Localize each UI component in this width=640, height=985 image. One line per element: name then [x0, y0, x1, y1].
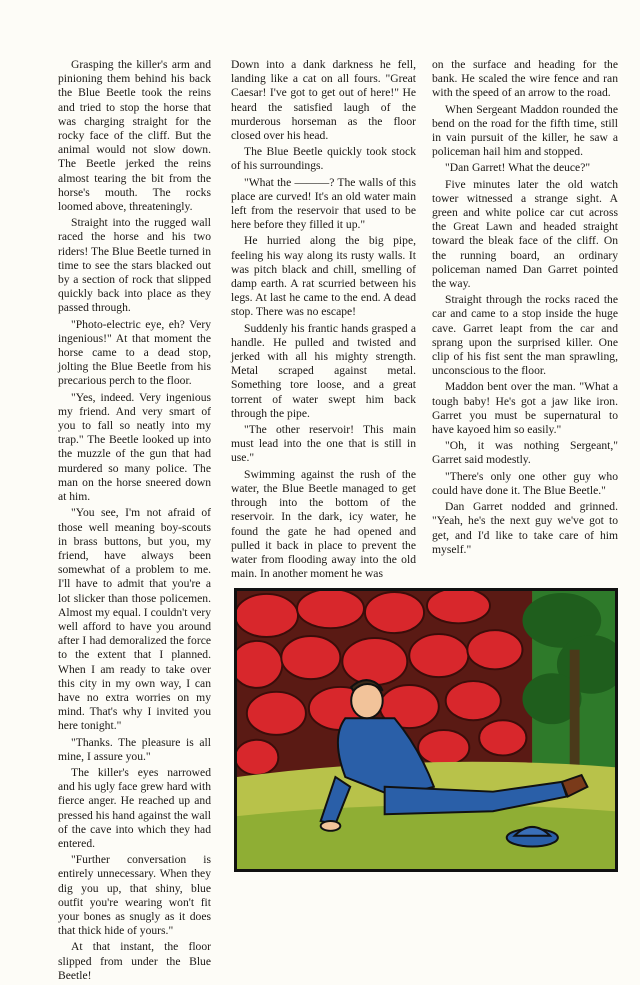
paragraph: Grasping the killer's arm and pinioning them behind his back the Blue Beetle took the reins and tried to stop the horse that was charging straight for the rocky face of the cliff. But the animal would not slow down. The Beetle jerked the reins almost tearing the bit from the horse's mouth. The rocks loomed above, threateningly.: [58, 58, 211, 214]
paragraph: on the surface and heading for the bank. He scaled the wire fence and ran with the speed of an arrow to the road.: [432, 58, 618, 100]
paragraph: "There's only one other guy who could have done it. The Blue Beetle.": [432, 469, 618, 497]
paragraph: "The other reservoir! This main must lead into the one that is still in use.": [231, 423, 416, 465]
paragraph: "Further conversation is entirely unnecessary. When they dig you up, that shiny, blue outfit you're wearing won't fit your bones as snugly as it does that thick hide of yours.": [58, 853, 211, 938]
text-column-1: [58, 58, 211, 985]
paragraph: Suddenly his frantic hands grasped a handle. He pulled and twisted and jerked with all his mighty strength. Metal scraped against metal. Something tore loose, and a great torrent of water swept him back through the pipe.: [231, 321, 416, 420]
paragraph: At that instant, the floor slipped from under the Blue Beetle!: [58, 940, 211, 982]
paragraph: When Sergeant Maddon rounded the bend on the road for the fifth time, still in vain pursuit of the killer, he saw a policeman hail him and stopped.: [432, 102, 618, 159]
paragraph: The Blue Beetle quickly took stock of his surroundings.: [231, 145, 416, 173]
paragraph: Maddon bent over the man. "What a tough baby! He's got a jaw like iron. Garret you must be supernatural to have kayoed him so easily.": [432, 380, 618, 437]
paragraph: Swimming against the rush of the water, the Blue Beetle managed to get through into the bottom of the reservoir. In the dark, icy water, he found the gate he had opened and pulled it back in place to prevent the water from flooding away into the old main. In another moment he was: [231, 467, 416, 581]
paragraph: Down into a dank darkness he fell, landing like a cat on all fours. "Great Caesar! I've got to get out of here!" He heard the satisfied laugh of the murderous horseman as the floor closed over his head.: [231, 58, 416, 143]
comic-illustration: [234, 588, 618, 872]
text-column-2: [231, 58, 416, 583]
paragraph: "Dan Garret! What the deuce?": [445, 161, 591, 175]
paragraph: The killer's eyes narrowed and his ugly face grew hard with fierce anger. He reached up and pressed his hand against the wall of the cave into which they had entered.: [58, 765, 211, 850]
paragraph: Straight into the rugged wall raced the horse and his two riders! The Blue Beetle turned in time to see the stars blacked out by a section of rock that slipped quickly back into place as they passed through.: [58, 216, 211, 315]
paragraph: "Thanks. The pleasure is all mine, I assure you.": [58, 735, 211, 763]
paragraph: "What the ———? The walls of this place are curved! It's an old water main left from the reservoir that used to be here before they filled it up.": [231, 175, 416, 232]
paragraph: "You see, I'm not afraid of those well meaning boy-scouts in brass buttons, but you, my friend, have always been somewhat of a problem to me. I'll have to admit that you're a lot slicker than those policemen. Almost my equal. I couldn't very well afford to have you around after I had demoralized the force to the extent that I planned. When I am ready to take over this city in my own way, I can have no extra worries on my mind. That's why I invited you here tonight.": [58, 506, 211, 733]
paragraph: Dan Garret nodded and grinned. "Yeah, he's the next guy we've got to get, and I'd like to take care of him myself.": [432, 500, 618, 556]
text-column-3: [432, 58, 618, 559]
paragraph: "Yes, indeed. Very ingenious my friend. And very smart of you to fall so neatly into my trap." The Beetle looked up into the muzzle of the gun that had murdered so many police. The man on the horse sneered down at him.: [58, 390, 211, 504]
paragraph: Five minutes later the old watch tower witnessed a strange sight. A green and white police car cut across the Great Lawn and headed straight toward the bleak face of the cliff. On the running board, an ordinary policeman named Dan Garret pointed the way.: [432, 177, 618, 291]
illustration-art: [237, 591, 615, 869]
paragraph: "Photo-electric eye, eh? Very ingenious!" At that moment the horse came to a dead stop, jolting the Blue Beetle from his precarious perch to the floor.: [58, 317, 211, 388]
paragraph: Straight through the rocks raced the car and came to a stop inside the huge cave. Garret leapt from the car and sprang upon the surprised killer. One clip of his fist sent the man sprawling, unconscious to the floor.: [432, 293, 618, 378]
paragraph: He hurried along the big pipe, feeling his way along its rusty walls. It was pitch black and chill, smelling of damp earth. A rat scurried between his legs. At last he came to the end. A dead stop. There was no escape!: [231, 234, 416, 319]
paragraph: "Oh, it was nothing Sergeant," Garret said modestly.: [432, 439, 618, 467]
